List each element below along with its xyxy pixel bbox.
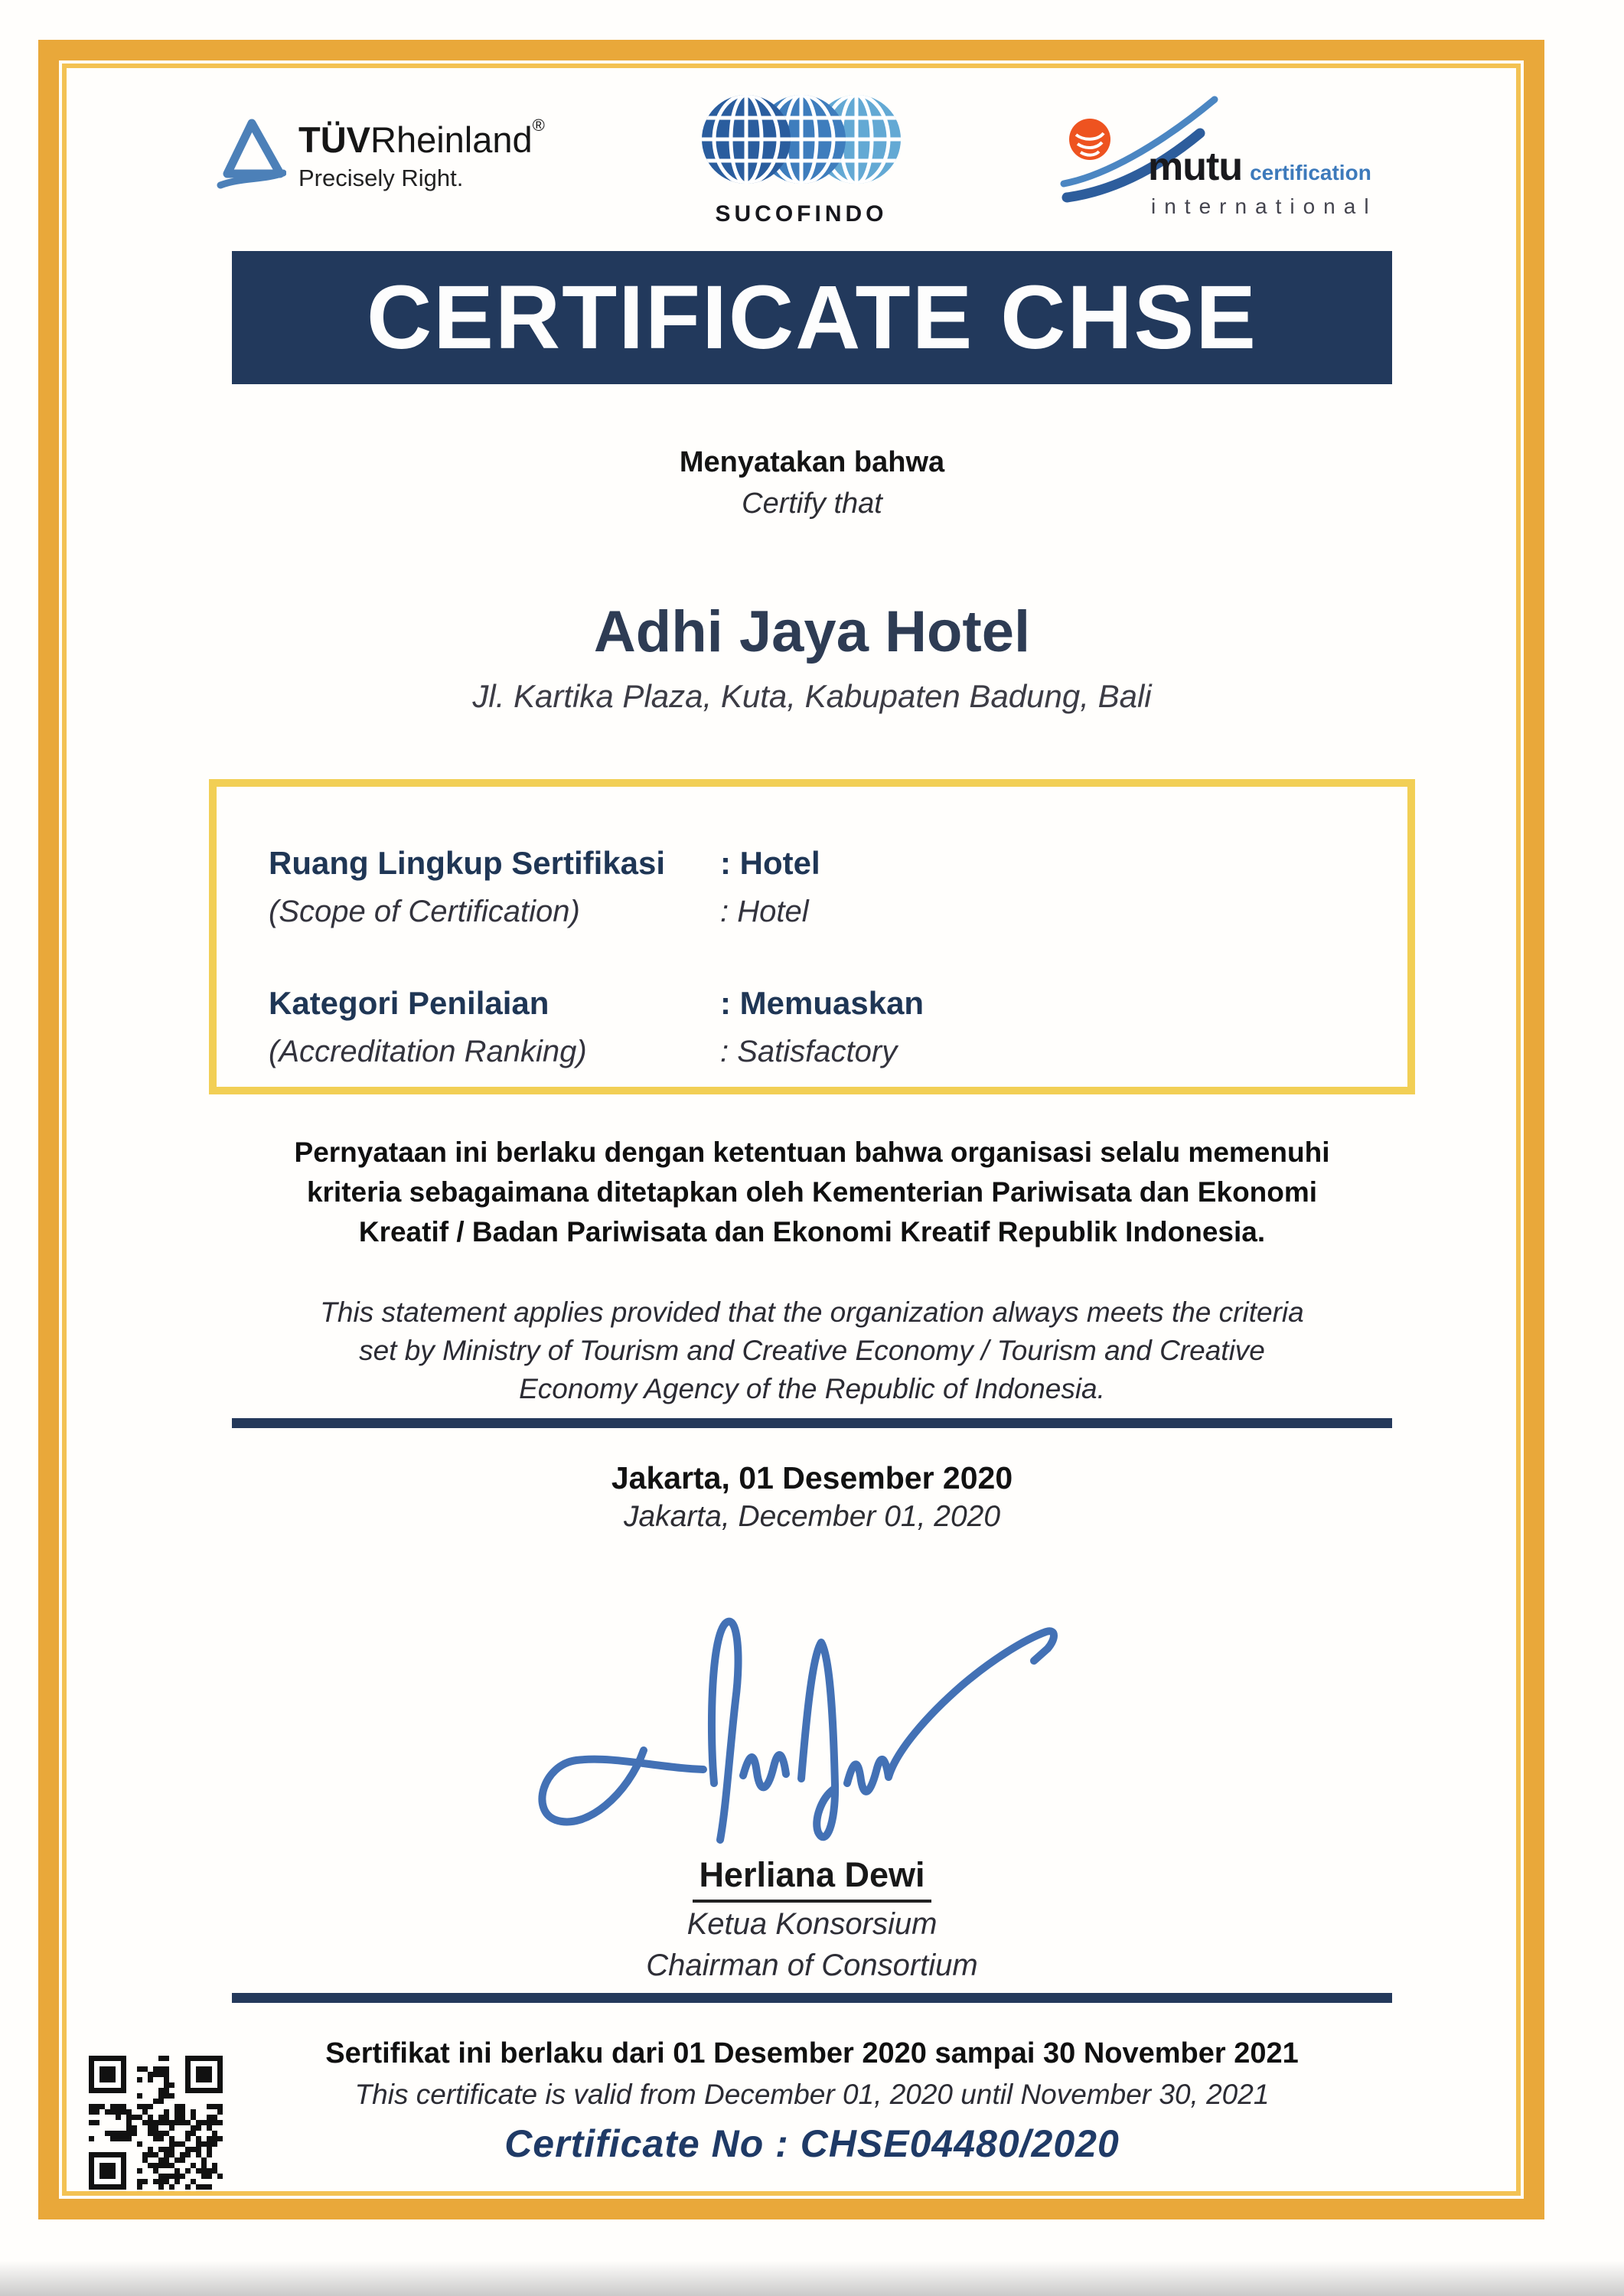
divider-top (232, 1418, 1392, 1428)
tuv-brand-bold: TÜV (298, 119, 370, 160)
statement-id-line-2: kriteria sebagaimana ditetapkan oleh Kementerian Pariwisata dan Ekonomi (306, 1176, 1318, 1208)
mutu-logo (1058, 93, 1456, 223)
tuv-rheinland-logo (216, 116, 545, 197)
issue-date-english: Jakarta, December 01, 2020 (623, 1500, 1001, 1533)
category-label-id: Kategori Penilaian (269, 984, 549, 1021)
scope-value-en: : Hotel (720, 894, 809, 928)
statement-en-line-1: This statement applies provided that the organization always meets the criteria (320, 1296, 1304, 1328)
category-value-id: : Memuaskan (720, 984, 925, 1021)
signatory-name: Herliana Dewi (693, 1855, 931, 1903)
title-banner (232, 251, 1392, 384)
signatory-name-row (0, 1855, 1624, 1903)
statement-en-line-3: Economy Agency of the Republic of Indonesia. (519, 1373, 1105, 1404)
validity-english: This certificate is valid from December 01, 2020 until November 30, 2021 (354, 2079, 1270, 2110)
subject-address: Jl. Kartika Plaza, Kuta, Kabupaten Badung, Bali (472, 678, 1152, 714)
scope-row-gap (269, 936, 1407, 979)
mutu-wordmark (1148, 144, 1371, 190)
scope-label-en: (Scope of Certification) (269, 894, 580, 928)
statement-indonesian (0, 1133, 1624, 1252)
statement-id-line-1: Pernyataan ini berlaku dengan ketentuan bahwa organisasi selalu memenuhi (294, 1137, 1330, 1168)
scope-label-id: Ruang Lingkup Sertifikasi (269, 845, 666, 881)
tuv-brand-regular: Rheinland (370, 119, 533, 160)
intro-english: Certify that (742, 488, 882, 520)
signature-image (514, 1601, 1110, 1854)
certificate-title: CERTIFICATE CHSE (367, 267, 1257, 368)
statement-en-line-2: set by Ministry of Tourism and Creative Economy / Tourism and Creative (359, 1335, 1265, 1366)
validity-indonesian: Sertifikat ini berlaku dari 01 Desember 2020 sampai 30 November 2021 (325, 2037, 1299, 2069)
scope-value-id: : Hotel (720, 845, 820, 881)
statement-english (0, 1293, 1624, 1408)
sucofindo-globes-icon (699, 183, 904, 196)
signatory-title-english: Chairman of Consortium (646, 1949, 978, 1982)
sucofindo-wordmark: SUCOFINDO (715, 201, 888, 227)
tuv-tagline: Precisely Right. (298, 165, 464, 192)
tuv-text-block (298, 116, 545, 192)
scan-edge-shadow (0, 2261, 1624, 2296)
tuv-brand (298, 116, 545, 158)
subject-name: Adhi Jaya Hotel (593, 599, 1031, 664)
mutu-brand-text: mutu (1148, 145, 1243, 189)
mutu-international-text: international (1151, 194, 1378, 218)
intro-indonesian: Menyatakan bahwa (679, 446, 945, 478)
sucofindo-logo (698, 89, 905, 227)
signatory-title-indonesian: Ketua Konsorsium (686, 1907, 938, 1941)
scope-grid (217, 787, 1407, 1075)
mutu-certification-text: certification (1250, 161, 1371, 184)
issue-date-indonesian: Jakarta, 01 Desember 2020 (611, 1460, 1013, 1495)
registered-mark-icon: ® (532, 116, 545, 135)
category-label-en: (Accreditation Ranking) (269, 1034, 587, 1068)
divider-bottom (232, 1993, 1392, 2003)
category-value-en: : Satisfactory (720, 1034, 898, 1068)
statement-id-line-3: Kreatif / Badan Pariwisata dan Ekonomi Kreatif Republik Indonesia. (358, 1216, 1266, 1247)
scope-box (209, 779, 1415, 1094)
certificate-number: Certificate No : CHSE04480/2020 (504, 2122, 1120, 2165)
tuv-triangle-icon (216, 116, 286, 197)
